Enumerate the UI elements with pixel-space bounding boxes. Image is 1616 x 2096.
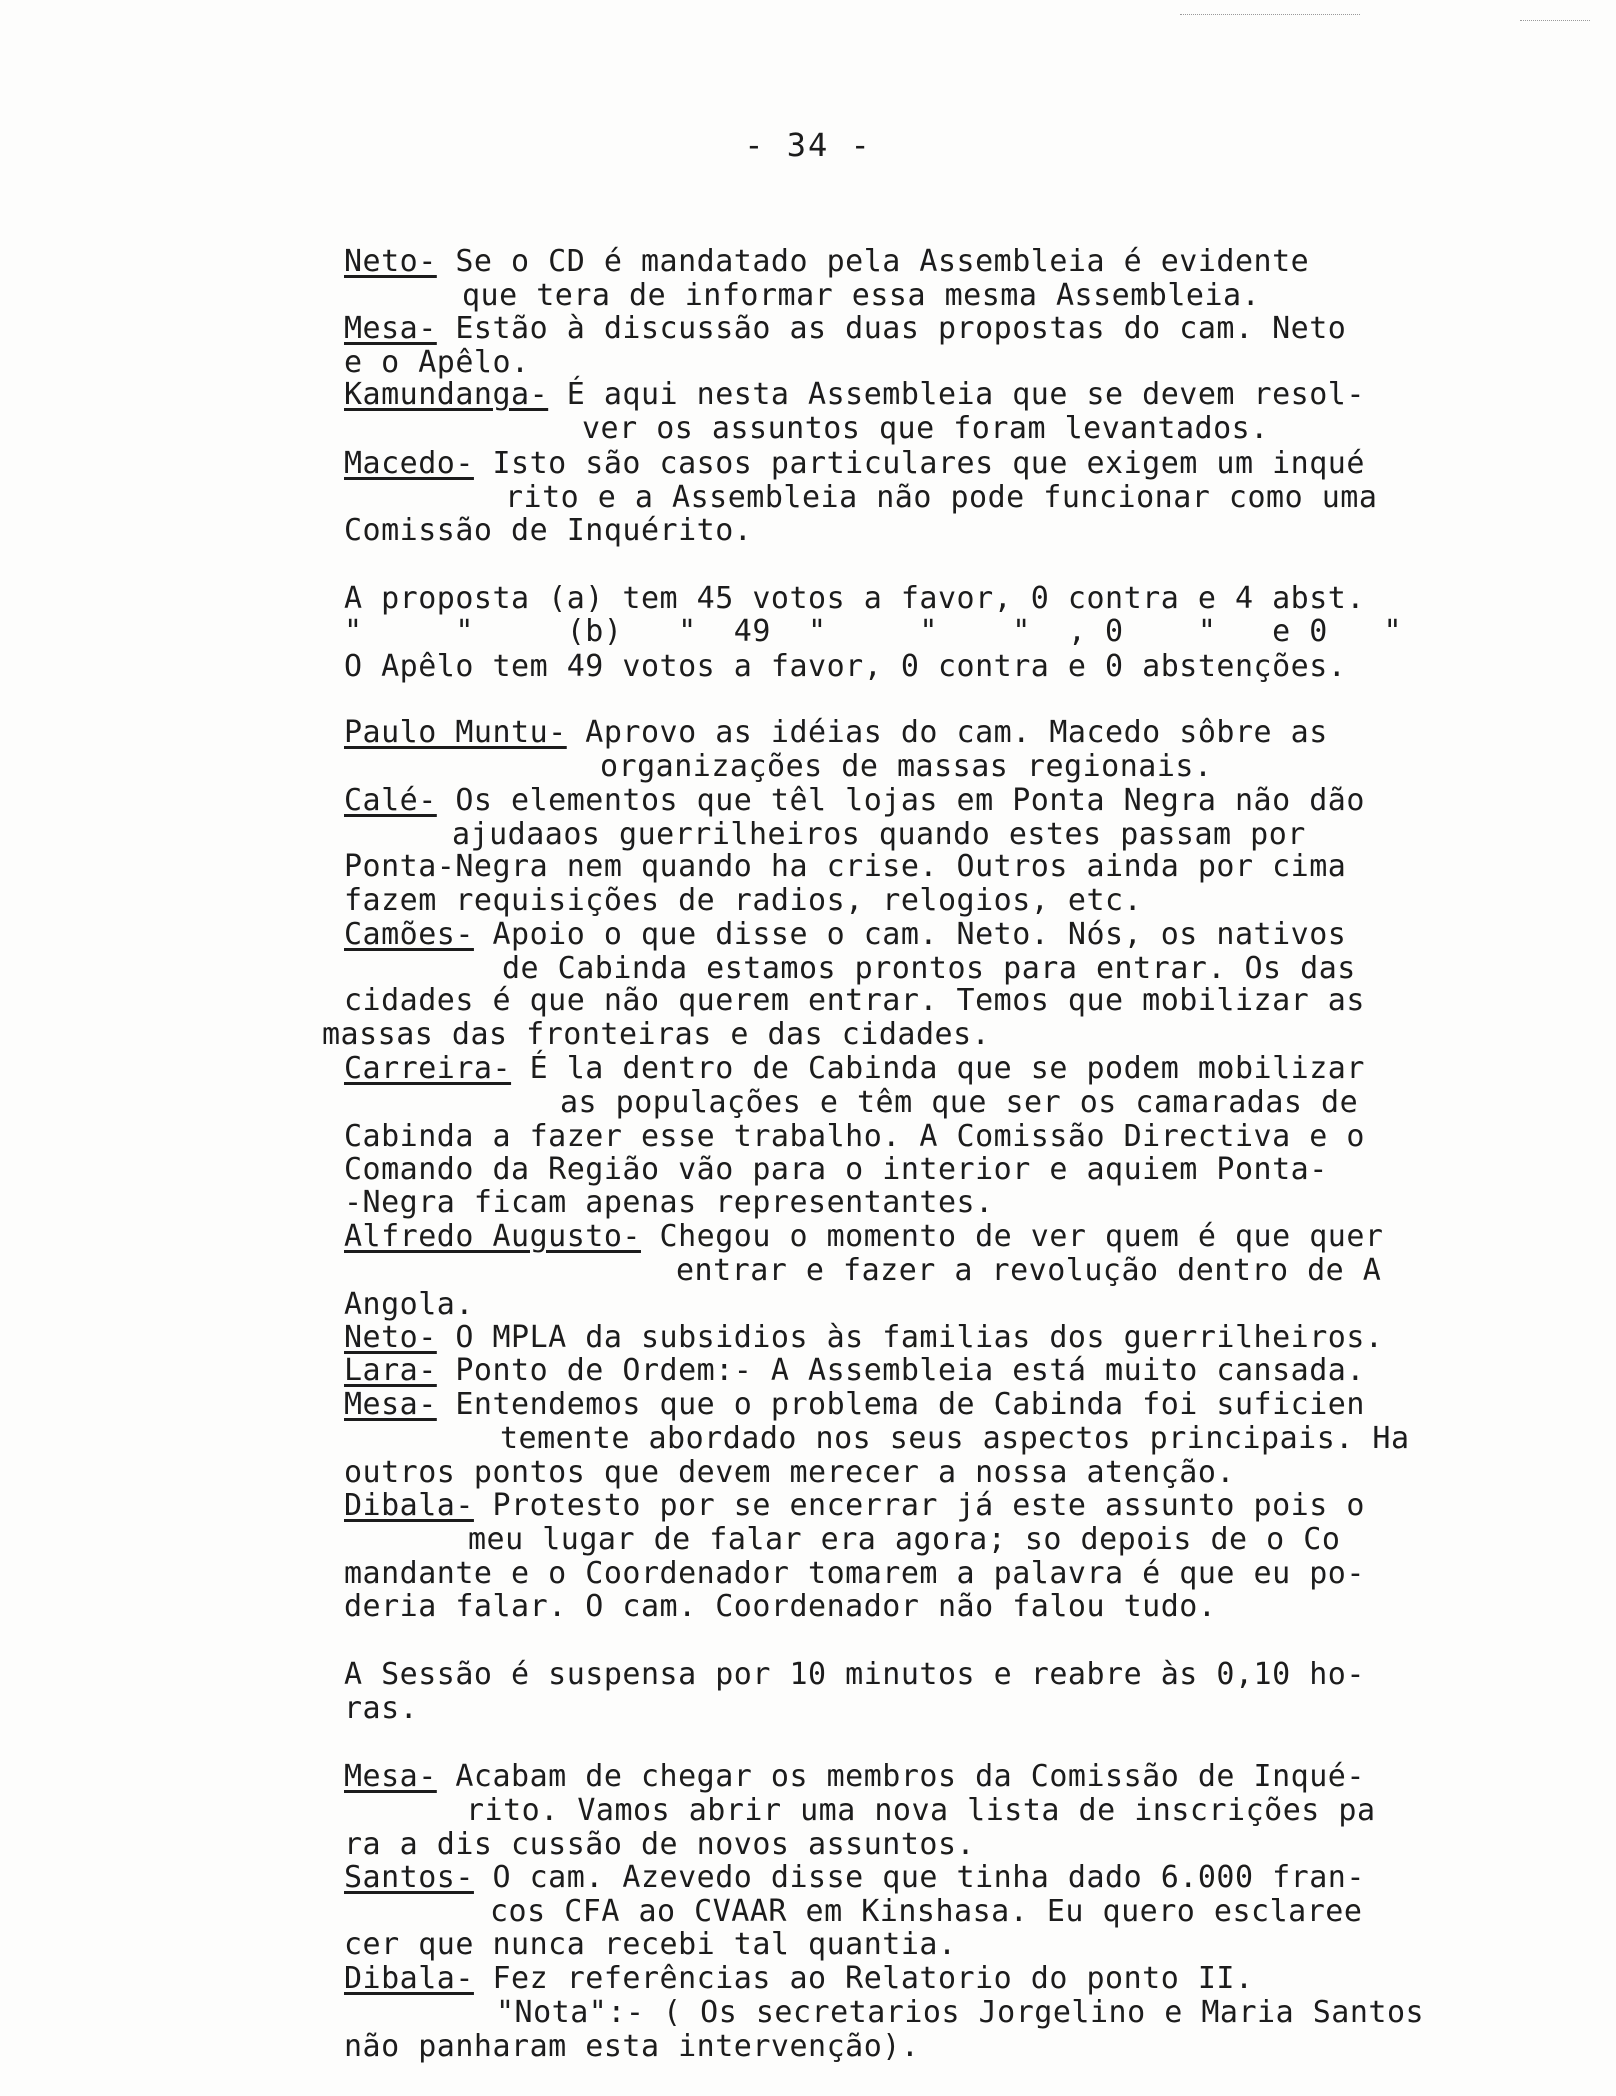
line-text: temente abordado nos seus aspectos principais. Ha [500, 1421, 1410, 1456]
speaker-line [344, 245, 1309, 279]
line-text: Apoio o que disse o cam. Neto. Nós, os nativos [473, 917, 1347, 952]
speaker-line [344, 1861, 1365, 1895]
line-text: as populações e têm que ser os camaradas de [560, 1085, 1359, 1120]
line-text: rito e a Assembleia não pode funcionar como uma [505, 480, 1378, 515]
line-text: de Cabinda estamos prontos para entrar. Os das [502, 951, 1356, 986]
line-text: Comando da Região vão para o interior e aquiem Ponta- [344, 1152, 1328, 1187]
line-text: O cam. Azevedo disse que tinha dado 6.000 fran- [473, 1860, 1365, 1895]
text-line [344, 1557, 1365, 1591]
speaker-line [344, 1760, 1365, 1794]
line-text: Ponto de Ordem:- A Assembleia está muito cansada. [436, 1353, 1365, 1388]
speaker-name: Paulo Muntu- [344, 715, 567, 750]
text-line [344, 1186, 994, 1220]
text-line [344, 1590, 1216, 1624]
line-text: Ponta-Negra nem quando ha crise. Outros ainda por cima [344, 849, 1347, 884]
line-text: cidades é que não querem entrar. Temos que mobilizar as [344, 983, 1365, 1018]
line-text: Chegou o momento de ver quem é que quer [640, 1219, 1384, 1254]
text-line [462, 279, 1260, 313]
speaker-name: Neto- [344, 244, 437, 279]
line-text: Acabam de chegar os membros da Comissão de Inqué- [436, 1759, 1365, 1794]
line-text: organizações de massas regionais. [600, 749, 1213, 784]
line-text: ras. [344, 1691, 419, 1726]
line-text: Cabinda a fazer esse trabalho. A Comissão Directiva e o [344, 1119, 1365, 1154]
line-text: ra a dis cussão de novos assuntos. [344, 1827, 976, 1862]
speaker-name: Kamundanga- [344, 377, 549, 412]
line-text: Aprovo as idéias do cam. Macedo sôbre as [566, 715, 1328, 750]
line-text: deria falar. O cam. Coordenador não falou tudo. [344, 1589, 1217, 1624]
line-text: outros pontos que devem merecer a nossa atenção. [344, 1455, 1235, 1490]
line-text: meu lugar de falar era agora; so depois de o Co [468, 1522, 1341, 1557]
speaker-name: Dibala- [344, 1488, 474, 1523]
text-line [344, 850, 1346, 884]
speaker-name: Calé- [344, 783, 437, 818]
speaker-name: Macedo- [344, 446, 474, 481]
line-text: cos CFA ao CVAAR em Kinshasa. Eu quero esclaree [490, 1894, 1363, 1929]
line-text: -Negra ficam apenas representantes. [344, 1185, 994, 1220]
text-line [344, 1692, 418, 1726]
text-line [560, 1086, 1358, 1120]
text-line [466, 1794, 1376, 1828]
text-line [600, 750, 1213, 784]
speaker-line [344, 1354, 1365, 1388]
text-line [344, 884, 1142, 918]
speaker-name: Dibala- [344, 1961, 474, 1996]
line-text: "Nota":- ( Os secretarios Jorgelino e Maria Santos [496, 1995, 1425, 2030]
text-line [502, 952, 1356, 986]
text-line [344, 1456, 1235, 1490]
text-line [344, 582, 1365, 616]
line-text: entrar e fazer a revolução dentro de A [676, 1253, 1382, 1288]
speaker-name: Mesa- [344, 311, 437, 346]
text-line [344, 615, 1402, 649]
line-text: ver os assuntos que foram levantados. [582, 411, 1269, 446]
line-text: massas das fronteiras e das cidades. [322, 1017, 991, 1052]
speaker-name: Lara- [344, 1353, 437, 1388]
line-text: O MPLA da subsidios às familias dos guerrilheiros. [436, 1320, 1384, 1355]
text-line [344, 514, 752, 548]
line-text: A Sessão é suspensa por 10 minutos e reabre às 0,10 ho- [344, 1657, 1365, 1692]
line-text: cer que nunca recebi tal quantia. [344, 1927, 957, 1962]
speaker-line [344, 1321, 1383, 1355]
line-text: que tera de informar essa mesma Assembleia. [462, 278, 1261, 313]
speaker-line [344, 312, 1346, 346]
scan-speck [1520, 20, 1590, 21]
scan-speck [1180, 14, 1360, 15]
line-text: Entendemos que o problema de Cabinda foi suficien [436, 1387, 1365, 1422]
text-line [344, 1288, 474, 1322]
speaker-line [344, 447, 1365, 481]
text-line [500, 1422, 1410, 1456]
line-text: Os elementos que têl lojas em Ponta Negra não dão [436, 783, 1365, 818]
speaker-line [344, 1489, 1365, 1523]
text-line [344, 346, 530, 380]
line-text: Angola. [344, 1287, 474, 1322]
speaker-line [344, 918, 1346, 952]
line-text: não panharam esta intervenção). [344, 2029, 920, 2064]
text-line [452, 818, 1306, 852]
line-text: Isto são casos particulares que exigem um inqué [473, 446, 1365, 481]
speaker-name: Mesa- [344, 1759, 437, 1794]
text-line [344, 650, 1346, 684]
speaker-line [344, 1388, 1365, 1422]
line-text: É aqui nesta Assembleia que se devem resol- [548, 377, 1365, 412]
speaker-line [344, 1052, 1365, 1086]
page-number: - 34 - [744, 126, 872, 164]
line-text: ajudaaos guerrilheiros quando estes passam por [452, 817, 1306, 852]
line-text: " " (b) " 49 " " " , 0 " e 0 " [344, 614, 1403, 649]
speaker-name: Camões- [344, 917, 474, 952]
text-line [344, 984, 1365, 1018]
text-line [490, 1895, 1362, 1929]
line-text: Se o CD é mandatado pela Assembleia é evidente [436, 244, 1310, 279]
line-text: rito. Vamos abrir uma nova lista de inscrições pa [466, 1793, 1376, 1828]
speaker-line [344, 378, 1365, 412]
speaker-name: Carreira- [344, 1051, 512, 1086]
line-text: Comissão de Inquérito. [344, 513, 753, 548]
line-text: mandante e o Coordenador tomarem a palavra é que eu po- [344, 1556, 1365, 1591]
line-text: e o Apêlo. [344, 345, 530, 380]
speaker-name: Neto- [344, 1320, 437, 1355]
text-line [344, 2030, 919, 2064]
text-line [344, 1828, 975, 1862]
text-line [582, 412, 1269, 446]
speaker-line [344, 1962, 1254, 1996]
speaker-line [344, 1220, 1383, 1254]
speaker-line [344, 784, 1365, 818]
line-text: O Apêlo tem 49 votos a favor, 0 contra e 0 abstenções. [344, 649, 1347, 684]
speaker-name: Alfredo Augusto- [344, 1219, 641, 1254]
text-line [676, 1254, 1381, 1288]
line-text: fazem requisições de radios, relogios, etc. [344, 883, 1143, 918]
line-text: Estão à discussão as duas propostas do cam. Neto [436, 311, 1347, 346]
text-line [468, 1523, 1340, 1557]
text-line [505, 481, 1377, 515]
text-line [344, 1658, 1365, 1692]
speaker-name: Mesa- [344, 1387, 437, 1422]
speaker-line [344, 716, 1328, 750]
line-text: É la dentro de Cabinda que se podem mobilizar [511, 1051, 1365, 1086]
text-line [344, 1928, 957, 1962]
text-line [322, 1018, 990, 1052]
line-text: Protesto por se encerrar já este assunto pois o [473, 1488, 1365, 1523]
speaker-name: Santos- [344, 1860, 474, 1895]
line-text: A proposta (a) tem 45 votos a favor, 0 contra e 4 abst. [344, 581, 1365, 616]
text-line [496, 1996, 1424, 2030]
text-line [344, 1120, 1365, 1154]
line-text: Fez referências ao Relatorio do ponto II. [473, 1961, 1254, 1996]
text-line [344, 1153, 1328, 1187]
